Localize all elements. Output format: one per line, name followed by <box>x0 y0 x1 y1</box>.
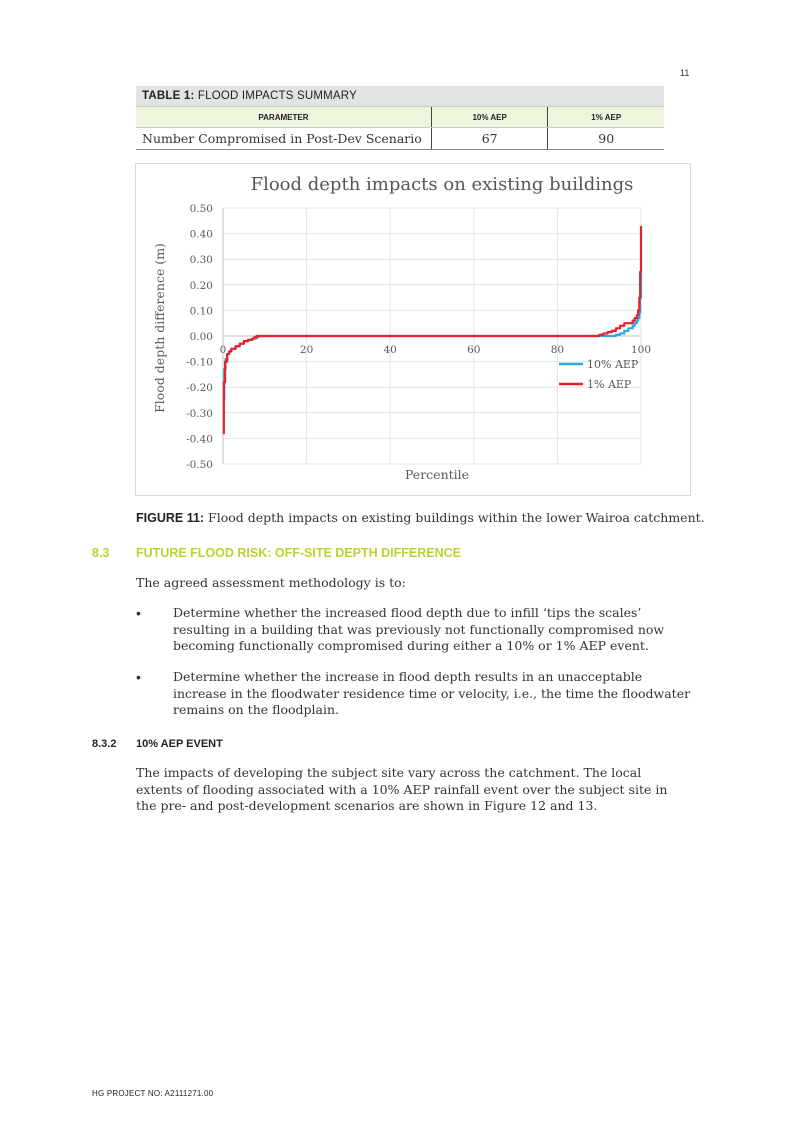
header-1-aep: 1% AEP <box>547 107 664 127</box>
section-intro: The agreed assessment methodology is to: <box>136 575 406 590</box>
x-tick-label: 0 <box>219 344 227 356</box>
x-tick-label: 100 <box>630 344 652 356</box>
caption-text: Flood depth impacts on existing buildings within the lower Wairoa catchment. <box>204 510 705 525</box>
table-title-text: FLOOD IMPACTS SUMMARY <box>194 90 357 102</box>
header-10-aep: 10% AEP <box>431 107 548 127</box>
table-title <box>136 86 664 106</box>
cell-10-aep: 67 <box>431 128 548 149</box>
section-title: FUTURE FLOOD RISK: OFF-SITE DEPTH DIFFERENCE <box>136 546 461 560</box>
y-tick-label: 0.10 <box>189 305 213 318</box>
bullet-dot: • <box>136 669 141 685</box>
y-tick-label: -0.30 <box>186 407 213 420</box>
chart-title: Flood depth impacts on existing buildings <box>250 174 634 195</box>
legend-label: 1% AEP <box>587 378 632 391</box>
table-header-row <box>136 106 664 127</box>
figure-caption <box>136 510 705 525</box>
y-tick-label: 0.40 <box>189 228 213 241</box>
flood-impacts-table <box>136 86 664 150</box>
chart-svg <box>136 164 690 495</box>
x-tick-label: 80 <box>550 344 565 356</box>
series-line-1-aep <box>223 226 641 433</box>
page-number: 11 <box>680 68 690 78</box>
y-tick-label: -0.20 <box>186 382 213 395</box>
y-tick-label: -0.40 <box>186 433 213 446</box>
y-tick-label: -0.10 <box>186 356 213 369</box>
cell-parameter: Number Compromised in Post-Dev Scenario <box>142 131 422 146</box>
subsection-text: The impacts of developing the subject site vary across the catchment. The local extents of flooding associated with a 10% AEP rainfall event over the subject site in the pre- and post-development scenarios are shown in Figure 12 and 13. <box>136 765 668 814</box>
x-axis-label: Percentile <box>404 467 470 482</box>
subsection-number: 8.3.2 <box>92 738 117 750</box>
y-tick-label: -0.50 <box>186 459 213 471</box>
y-tick-label: 0.20 <box>189 279 213 292</box>
x-tick-label: 40 <box>383 344 397 356</box>
cell-1-aep: 90 <box>547 128 664 149</box>
caption-label: FIGURE 11: <box>136 511 205 525</box>
header-parameter: PARAMETER <box>258 112 309 122</box>
bullet-dot: • <box>136 605 141 621</box>
bullet-text: Determine whether the increased flood depth due to infill ‘tips the scales’ resulting in a building that was previously not functionally compromised now becoming functionally compromised during either a 10% or 1% AEP event. <box>173 605 665 654</box>
legend-label: 10% AEP <box>587 358 639 371</box>
subsection-title: 10% AEP EVENT <box>136 738 223 750</box>
footer-project-number: HG PROJECT NO: A2111271.00 <box>92 1089 214 1098</box>
flood-depth-chart <box>135 163 691 496</box>
table-title-label: TABLE 1: <box>142 90 195 102</box>
x-tick-label: 20 <box>299 344 314 356</box>
x-tick-label: 60 <box>467 344 481 356</box>
bullet-text: Determine whether the increase in flood depth results in an unacceptable increase in the floodwater residence time or velocity, i.e., the time the floodwater remains on the floodplain. <box>173 669 691 718</box>
section-number: 8.3 <box>92 546 110 560</box>
table-row <box>136 127 664 150</box>
y-tick-label: 0.30 <box>189 254 213 267</box>
y-tick-label: 0.50 <box>189 203 213 215</box>
y-tick-label: 0.00 <box>189 331 213 343</box>
y-axis-label: Flood depth difference (m) <box>152 243 167 413</box>
